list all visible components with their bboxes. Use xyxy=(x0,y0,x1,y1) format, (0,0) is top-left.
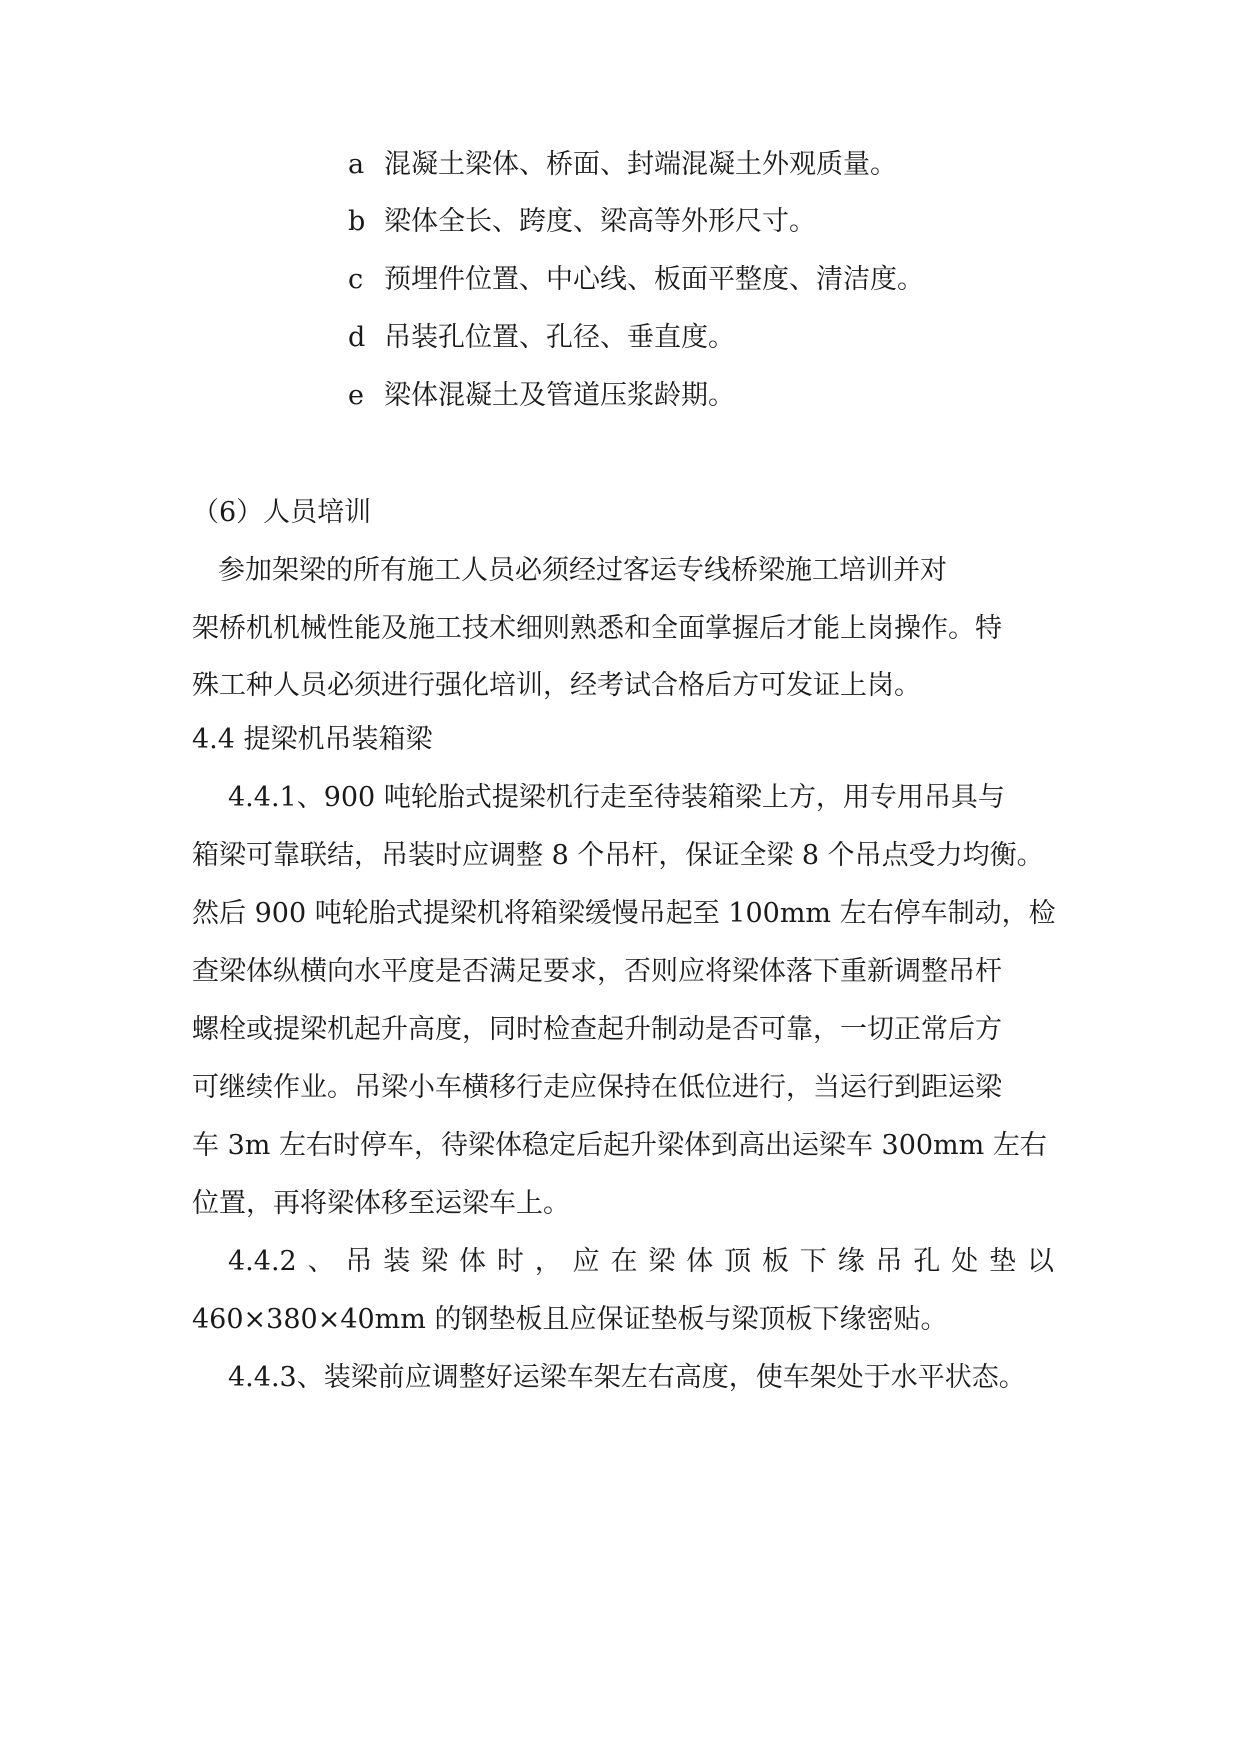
list-marker: a xyxy=(348,149,365,180)
section-heading: 4.4 提梁机吊装箱梁 xyxy=(192,724,433,755)
training-paragraph-line: 参加架梁的所有施工人员必须经过客运专线桥梁施工培训并对 xyxy=(218,555,947,586)
paragraph-line: 4.4.2、吊装梁体时，应在梁体顶板下缘吊孔处垫以 xyxy=(228,1246,1054,1277)
list-item-text: 梁体混凝土及管道压浆龄期。 xyxy=(384,380,735,411)
paragraph-line: 箱梁可靠联结，吊装时应调整 8 个吊杆，保证全梁 8 个吊点受力均衡。 xyxy=(192,840,1044,871)
paragraph-line: 460×380×40mm 的钢垫板且应保证垫板与梁顶板下缘密贴。 xyxy=(192,1304,948,1335)
list-item-text: 梁体全长、跨度、梁高等外形尺寸。 xyxy=(384,206,816,237)
training-paragraph-line: 架桥机机械性能及施工技术细则熟悉和全面掌握后才能上岗操作。特 xyxy=(192,613,1002,644)
list-marker: b xyxy=(348,206,366,237)
paragraph-line: 4.4.1、900 吨轮胎式提梁机行走至待装箱梁上方，用专用吊具与 xyxy=(228,782,1005,813)
list-marker: e xyxy=(348,380,364,411)
checklist-item-b xyxy=(348,202,816,242)
list-item-text: 吊装孔位置、孔径、垂直度。 xyxy=(384,322,735,353)
list-marker: c xyxy=(348,264,364,295)
checklist-item-d xyxy=(348,318,735,358)
paragraph-line: 查梁体纵横向水平度是否满足要求，否则应将梁体落下重新调整吊杆 xyxy=(192,956,1002,987)
checklist-item-c xyxy=(348,260,924,300)
list-marker: d xyxy=(348,322,366,353)
list-item-text: 混凝土梁体、桥面、封端混凝土外观质量。 xyxy=(384,149,897,180)
checklist-item-a xyxy=(348,145,897,185)
paragraph-line: 然后 900 吨轮胎式提梁机将箱梁缓慢吊起至 100mm 左右停车制动，检 xyxy=(192,898,1056,929)
paragraph-line: 螺栓或提梁机起升高度，同时检查起升制动是否可靠，一切正常后方 xyxy=(192,1014,1002,1045)
paragraph-line: 可继续作业。吊梁小车横移行走应保持在低位进行，当运行到距运梁 xyxy=(192,1072,1002,1103)
training-paragraph-line: 殊工种人员必须进行强化培训，经考试合格后方可发证上岗。 xyxy=(192,670,921,701)
training-heading: （6）人员培训 xyxy=(192,497,372,528)
paragraph-line: 位置，再将梁体移至运梁车上。 xyxy=(192,1188,570,1219)
list-item-text: 预埋件位置、中心线、板面平整度、清洁度。 xyxy=(384,264,924,295)
checklist-item-e xyxy=(348,376,735,416)
paragraph-line: 4.4.3、装梁前应调整好运梁车架左右高度，使车架处于水平状态。 xyxy=(228,1362,1026,1393)
paragraph-line: 车 3m 左右时停车，待梁体稳定后起升梁体到高出运梁车 300mm 左右 xyxy=(192,1130,1047,1161)
